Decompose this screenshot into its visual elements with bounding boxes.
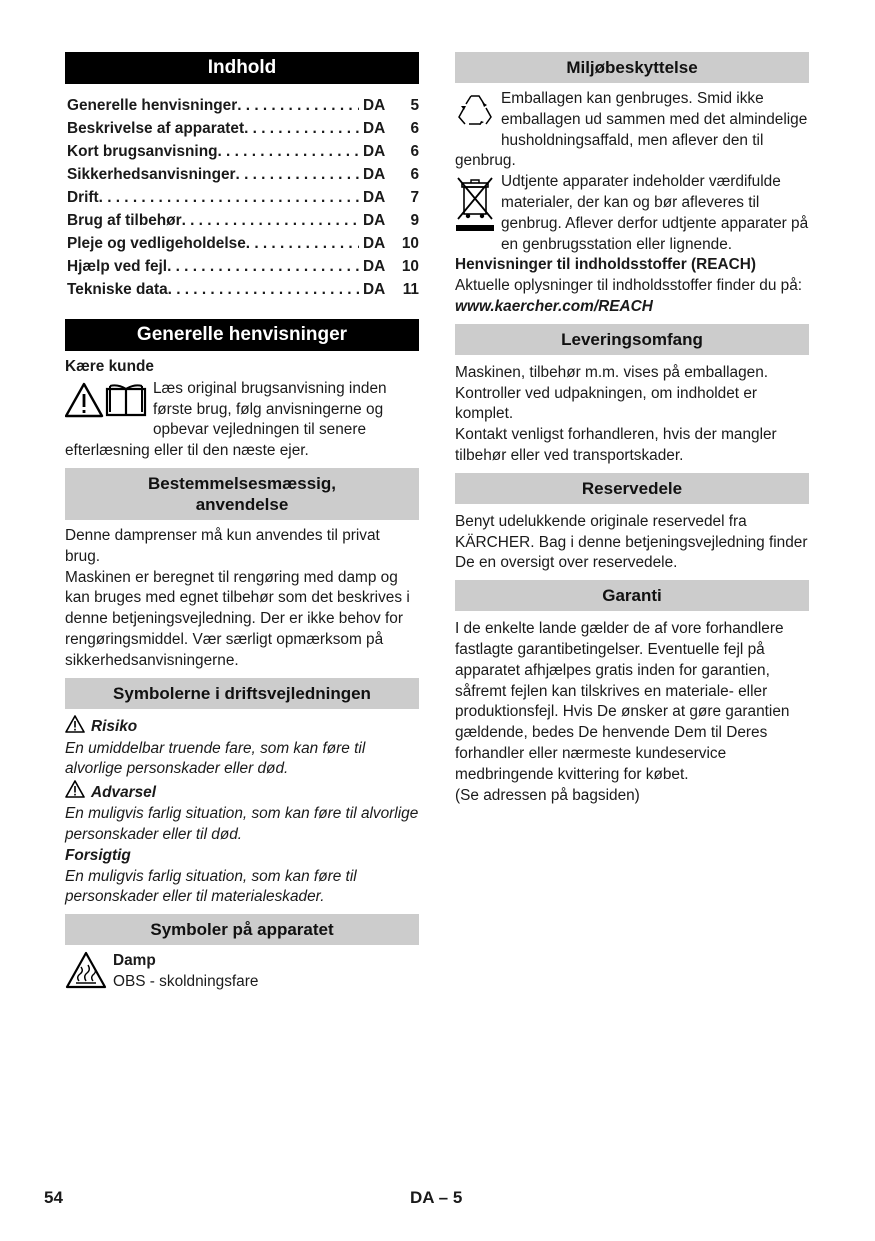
intended-use-text-1: Denne damprenser må kun anvendes til privat brug.: [65, 526, 380, 565]
toc-leader-dots: [99, 186, 359, 209]
toc-language: DA: [363, 258, 386, 275]
caution-text: En muligvis farlig situation, som kan føre til personskader eller til materialeskader.: [65, 867, 357, 906]
toc-page: 10: [401, 235, 419, 252]
toc-row[interactable]: [65, 255, 419, 278]
steam-symbol-row: [65, 951, 419, 994]
risk-text: En umiddelbar truende fare, som kan føre til alvorlige personskader eller død.: [65, 739, 366, 778]
toc-page: 6: [410, 120, 419, 137]
toc-row[interactable]: [65, 117, 419, 140]
reach-text: Aktuelle oplysninger til indholdsstoffer finder du på:: [455, 277, 803, 295]
risk-label: Risiko: [91, 718, 138, 736]
toc-language: DA: [363, 235, 386, 252]
toc-label: Sikkerhedsanvisninger: [67, 166, 236, 183]
toc-row[interactable]: [65, 140, 419, 163]
toc-heading: Indhold: [65, 52, 419, 84]
toc-leader-dots: [218, 140, 360, 163]
toc-leader-dots: [167, 255, 359, 278]
delivery-text-2: Kontakt venligst forhandleren, hvis der mangler tilbehør eller ved transportskader.: [455, 426, 777, 464]
toc-leader-dots: [168, 278, 359, 301]
section-page: DA – 5: [410, 1188, 463, 1207]
toc-language: DA: [363, 143, 386, 160]
toc-row[interactable]: [65, 186, 419, 209]
greeting: Kære kunde: [65, 358, 154, 375]
hot-steam-warning-icon: [65, 951, 107, 994]
warning-text: En muligvis farlig situation, som kan føre til alvorlige personskader eller til død.: [65, 805, 419, 843]
general-heading: Generelle henvisninger: [65, 319, 419, 351]
toc-label: Brug af tilbehør: [67, 212, 182, 229]
toc-page: 6: [410, 143, 419, 160]
toc-row[interactable]: [65, 94, 419, 117]
weee-block: [455, 172, 809, 255]
toc-leader-dots: [182, 209, 359, 232]
warranty-text: I de enkelte lande gælder de af vore forhandlere fastlagte garantibetingelser. Eventuelle fejl på apparatet afhjælpes gratis inden for garantien, såfremt fejlen kan tilskrives en materiale- eller produktionsfejl. Hvis De ønsker at gøre garantien gældende, bedes De henvende Dem til Deres forhandler eller nærmeste kundeservice medbringende kvittering for købet.: [455, 620, 790, 783]
toc-page: 5: [410, 97, 419, 114]
toc-leader-dots: [244, 117, 359, 140]
recycle-icon: [455, 91, 495, 134]
delivery-heading: Leveringsomfang: [455, 324, 809, 355]
toc-language: DA: [363, 189, 386, 206]
advarsel-warning-icon: [65, 780, 85, 804]
toc-label: Kort brugsanvisning: [67, 143, 218, 160]
toc-label: Beskrivelse af apparatet: [67, 120, 245, 137]
left-column: [65, 52, 419, 994]
recycle-text: Emballagen kan genbruges. Smid ikke emballagen ud sammen med det almindelige husholdningsaffald, men aflever den til genbrug.: [455, 90, 808, 170]
weee-text: Udtjente apparater indeholder værdifulde materialer, der kan og bør afleveres til genbrug. Aflever derfor udtjente apparater på en genbrugsstation eller lignende.: [501, 173, 809, 253]
toc-row[interactable]: [65, 163, 419, 186]
warranty-address-note: (Se adressen på bagsiden): [455, 786, 640, 804]
steam-text: OBS - skoldningsfare: [113, 972, 259, 990]
toc-page: 7: [410, 189, 419, 206]
caution-label: Forsigtig: [65, 846, 131, 864]
intended-use-text-2: Maskinen er beregnet til rengøring med damp og kan bruges med egnet tilbehør som det beskrives i denne betjeningsvejledning. Der er ikke behov for rengøringsmiddel. Vær særligt opmærksom på sikkerhedsanvisningerne.: [65, 568, 410, 669]
toc-leader-dots: [236, 163, 359, 186]
risk-row: [65, 715, 419, 739]
warning-label: Advarsel: [91, 783, 157, 801]
recycle-block: [455, 89, 809, 172]
toc-row[interactable]: [65, 278, 419, 301]
spare-parts-text: Benyt udelukkende originale reservedel fra KÄRCHER. Bag i denne betjeningsvejledning finder De en oversigt over reservedele.: [455, 512, 808, 572]
toc-language: DA: [363, 120, 386, 137]
table-of-contents: [65, 94, 419, 301]
environment-heading: Miljøbeskyttelse: [455, 52, 809, 83]
symbols-device-heading: Symboler på apparatet: [65, 914, 419, 945]
crossed-bin-icon: [455, 175, 495, 238]
warning-row: [65, 780, 419, 804]
delivery-text-1: Maskinen, tilbehør m.m. vises på emballagen. Kontroller ved udpakningen, om indholdet er komplet.: [455, 363, 769, 423]
page-number: 54: [44, 1188, 63, 1207]
toc-page: 11: [402, 281, 419, 298]
toc-row[interactable]: [65, 232, 419, 255]
toc-page: 10: [401, 258, 419, 275]
toc-label: Tekniske data: [67, 281, 168, 298]
intro-text: Læs original brugsanvisning inden første brug, følg anvisningerne og opbevar vejledningen til senere efterlæsning eller til den næste ejer.: [65, 379, 387, 460]
toc-page: 9: [410, 212, 419, 229]
warning-read-manual-icon: [65, 382, 147, 423]
risk-warning-icon: [65, 715, 85, 739]
toc-language: DA: [363, 212, 386, 229]
toc-label: Hjælp ved fejl: [67, 258, 168, 275]
toc-label: Pleje og vedligeholdelse: [67, 235, 246, 252]
intro-block: [65, 379, 419, 462]
toc-language: DA: [363, 166, 386, 183]
reach-title: Henvisninger til indholdsstoffer (REACH): [455, 256, 756, 274]
intended-use-heading: Bestemmelsesmæssig, anvendelse: [65, 468, 419, 520]
toc-leader-dots: [246, 232, 359, 255]
toc-page: 6: [410, 166, 419, 183]
toc-language: DA: [363, 281, 386, 298]
spare-parts-heading: Reservedele: [455, 473, 809, 504]
toc-label: Drift: [67, 189, 99, 206]
steam-label: Damp: [113, 952, 156, 970]
right-column: [455, 52, 809, 806]
warranty-heading: Garanti: [455, 580, 809, 611]
toc-language: DA: [363, 97, 386, 114]
symbols-manual-heading: Symbolerne i driftsvejledningen: [65, 678, 419, 709]
toc-leader-dots: [237, 94, 359, 117]
toc-label: Generelle henvisninger: [67, 97, 238, 114]
reach-link[interactable]: www.kaercher.com/REACH: [455, 297, 653, 315]
toc-row[interactable]: [65, 209, 419, 232]
